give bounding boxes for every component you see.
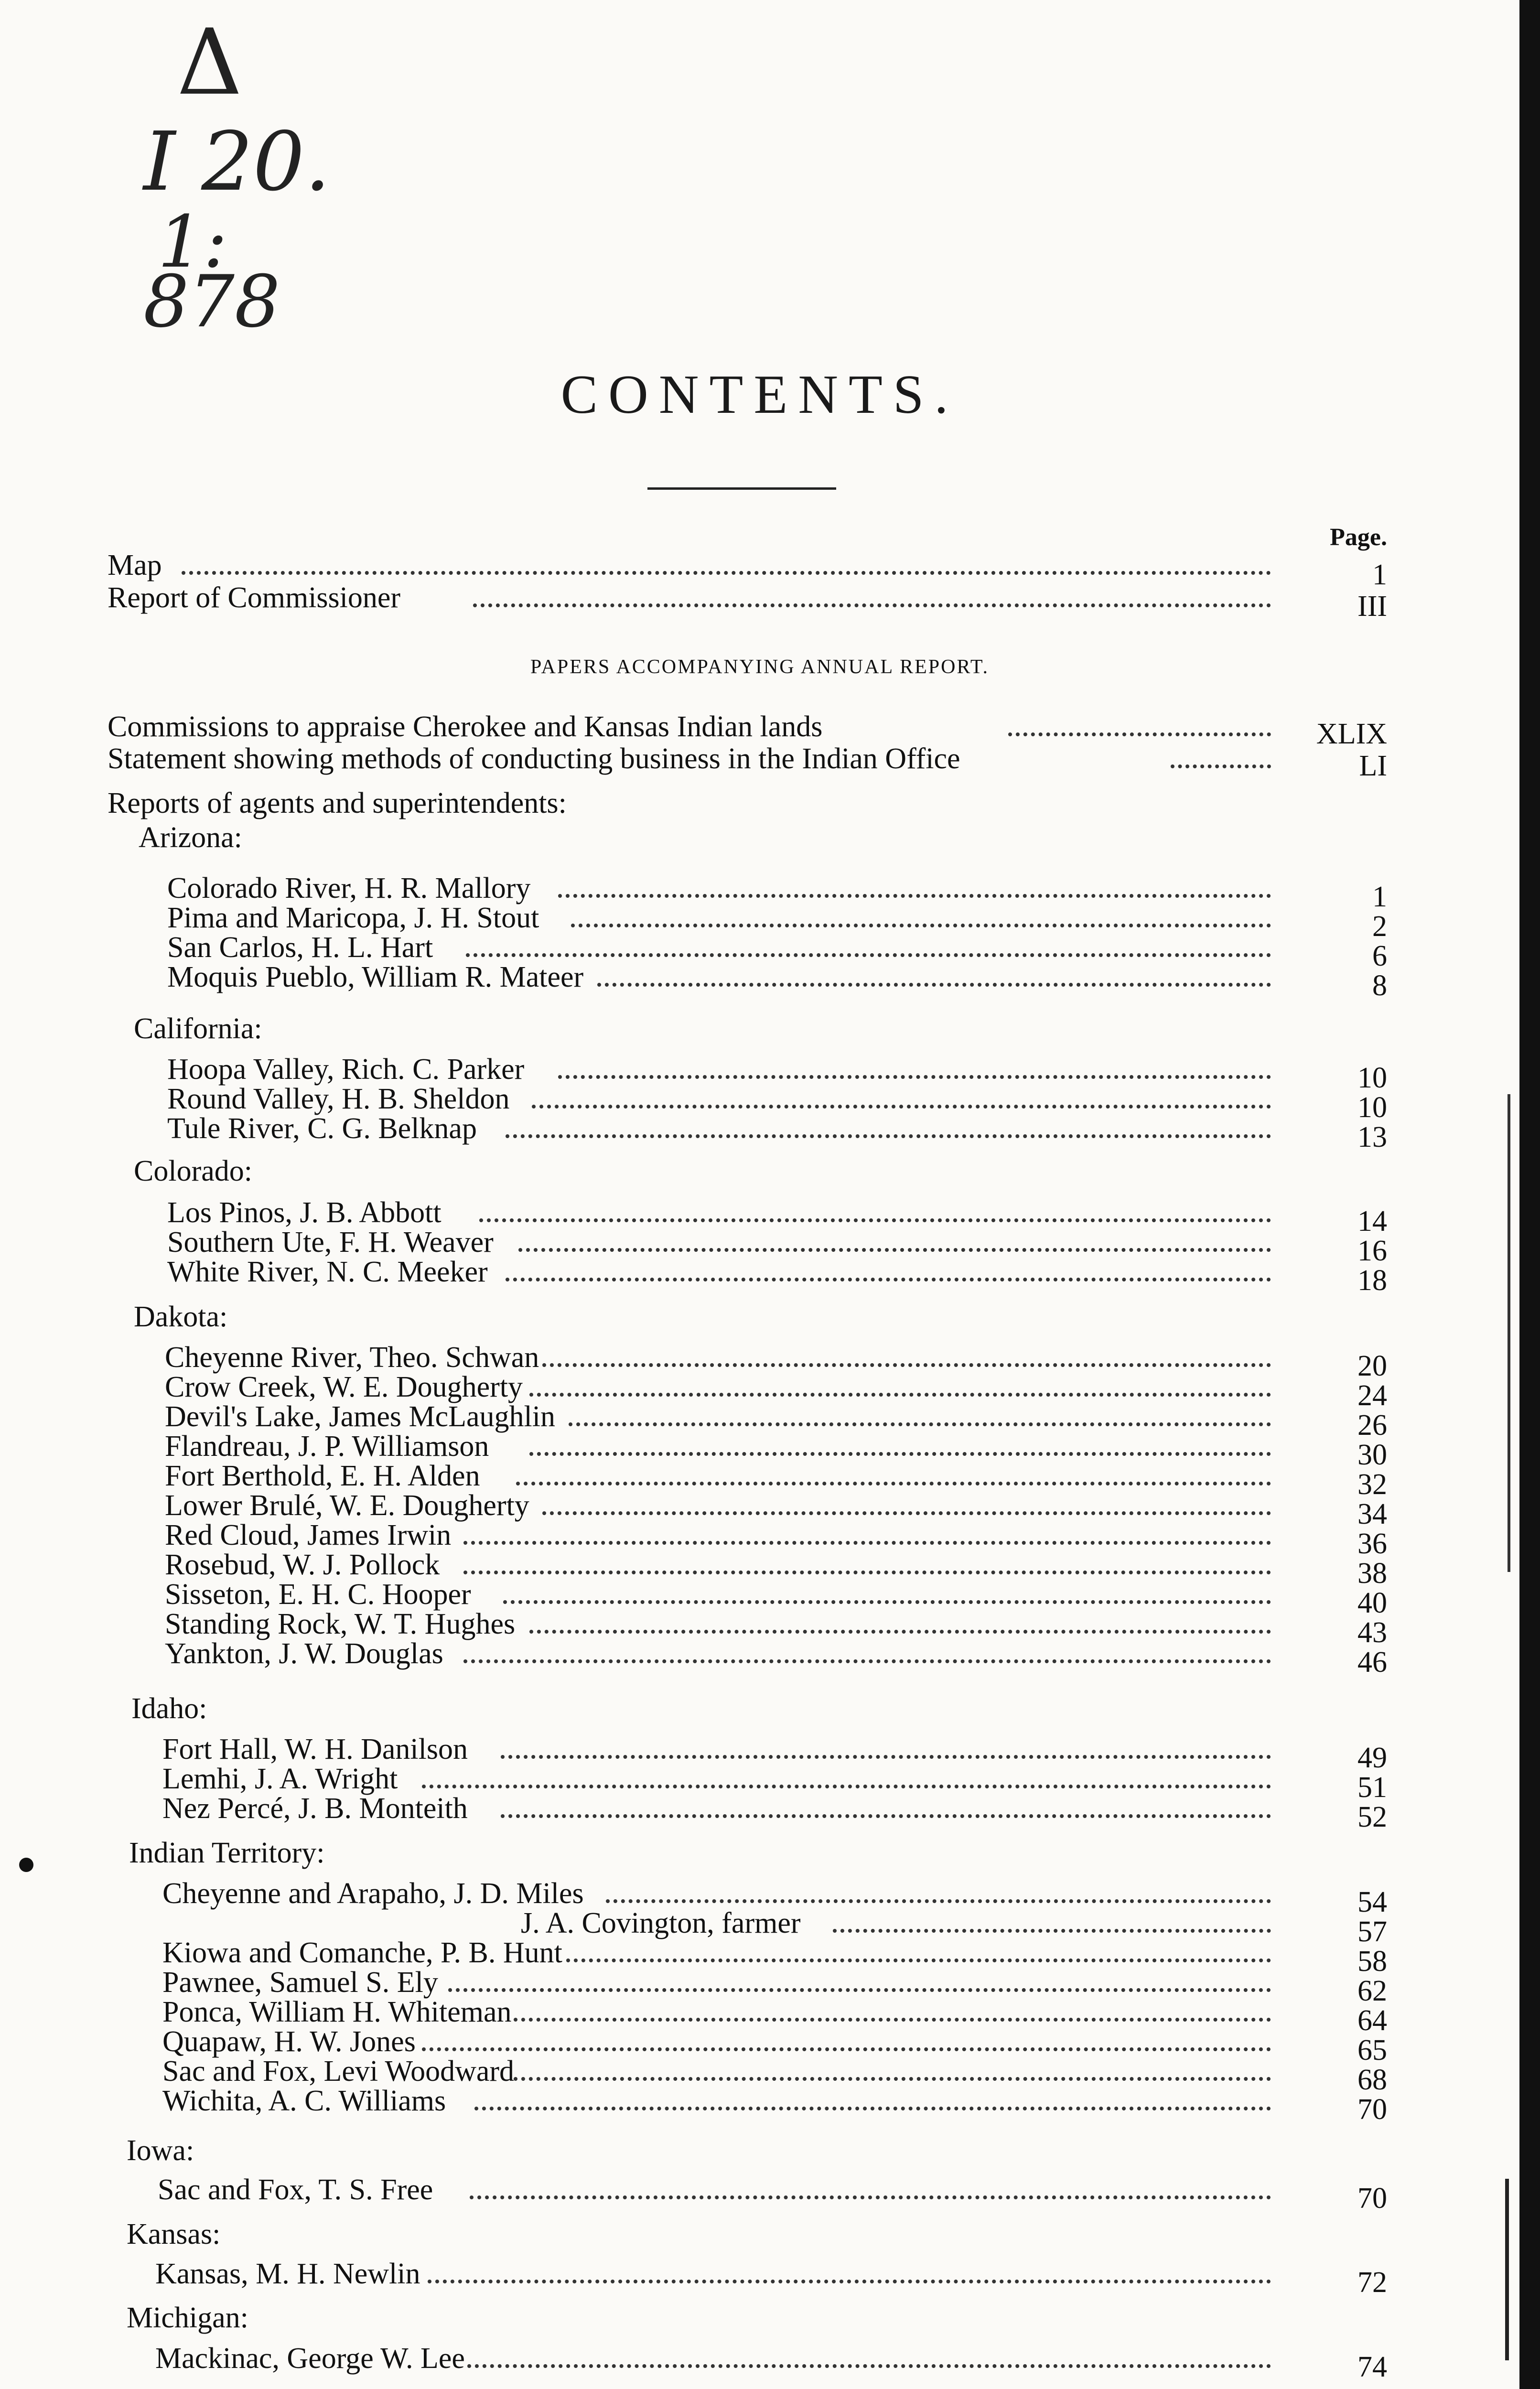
- dot-leader: [448, 1988, 1271, 1992]
- toc-page-number: 20: [1357, 1350, 1387, 1382]
- toc-page-number: 16: [1357, 1235, 1387, 1267]
- dot-leader: [571, 924, 1271, 927]
- toc-page-number: 1: [1372, 559, 1387, 591]
- toc-page-number: 64: [1357, 2004, 1387, 2037]
- stray-mark: [19, 1858, 33, 1872]
- toc-entry-label: Map: [108, 549, 162, 581]
- toc-page-number: III: [1357, 590, 1387, 623]
- toc-page-number: 26: [1357, 1409, 1387, 1442]
- toc-entry-label: Sisseton, E. H. C. Hooper: [165, 1578, 471, 1611]
- toc-page-number: 10: [1357, 1091, 1387, 1124]
- dot-leader: [529, 1393, 1271, 1397]
- section-heading: Reports of agents and superintendents:: [108, 787, 567, 819]
- toc-page-number: 38: [1357, 1557, 1387, 1590]
- toc-entry-label: Lower Brulé, W. E. Dougherty: [165, 1489, 529, 1522]
- page-edge-mark: [1505, 2179, 1509, 2360]
- section-subheading: PAPERS ACCOMPANYING ANNUAL REPORT.: [530, 656, 989, 678]
- toc-page-number: 51: [1357, 1771, 1387, 1804]
- state-heading: Idaho:: [131, 1692, 207, 1725]
- dot-leader: [466, 953, 1271, 957]
- toc-entry-label: Wichita, A. C. Williams: [162, 2085, 446, 2117]
- dot-leader: [463, 1571, 1271, 1574]
- toc-page-number: 6: [1372, 940, 1387, 972]
- toc-entry-label: White River, N. C. Meeker: [167, 1256, 488, 1288]
- toc-entry-label: Pima and Maricopa, J. H. Stout: [167, 902, 539, 934]
- toc-entry-label: Hoopa Valley, Rich. C. Parker: [167, 1053, 525, 1086]
- dot-leader: [542, 1363, 1271, 1367]
- dot-leader: [422, 1785, 1271, 1788]
- toc-page-number: 62: [1357, 1975, 1387, 2007]
- scan-edge: [1519, 0, 1540, 2389]
- dot-leader: [569, 1422, 1271, 1426]
- dot-leader: [501, 1755, 1271, 1759]
- handwritten-note: 1:: [158, 201, 227, 284]
- dot-leader: [566, 1959, 1271, 1962]
- toc-page-number: 8: [1372, 969, 1387, 1002]
- toc-entry-label: Report of Commissioner: [108, 581, 401, 614]
- toc-page-number: LI: [1359, 750, 1387, 782]
- toc-entry-label: Los Pinos, J. B. Abbott: [167, 1196, 442, 1229]
- toc-page-number: 24: [1357, 1379, 1387, 1412]
- dot-leader: [503, 1600, 1271, 1604]
- dot-leader: [182, 571, 1271, 575]
- dot-leader: [606, 1899, 1271, 1903]
- state-heading: Michigan:: [127, 2302, 248, 2334]
- dot-leader: [479, 1218, 1271, 1222]
- toc-entry-label: Kiowa and Comanche, P. B. Hunt: [162, 1937, 562, 1969]
- toc-entry-label: Yankton, J. W. Douglas: [165, 1637, 443, 1670]
- toc-page-number: 30: [1357, 1439, 1387, 1471]
- toc-page-number: 10: [1357, 1062, 1387, 1094]
- toc-page-number: 2: [1372, 910, 1387, 943]
- dot-leader: [474, 2107, 1271, 2110]
- toc-page-number: 46: [1357, 1646, 1387, 1679]
- dot-leader: [467, 2364, 1271, 2368]
- handwritten-note: I 20.: [143, 115, 331, 209]
- toc-entry-label: Fort Hall, W. H. Danilson: [162, 1733, 468, 1765]
- dot-leader: [506, 1134, 1271, 1138]
- state-heading: Indian Territory:: [129, 1837, 325, 1869]
- state-heading: Colorado:: [134, 1155, 252, 1187]
- toc-page-number: 49: [1357, 1742, 1387, 1774]
- toc-page-number: 14: [1357, 1205, 1387, 1238]
- toc-entry-label: Pawnee, Samuel S. Ely: [162, 1966, 438, 1999]
- state-heading: Iowa:: [127, 2134, 194, 2167]
- dot-leader: [529, 1630, 1271, 1634]
- toc-entry-label: San Carlos, H. L. Hart: [167, 931, 433, 964]
- dot-leader: [558, 894, 1271, 898]
- dot-leader: [422, 2047, 1271, 2051]
- toc-page-number: XLIX: [1316, 718, 1387, 750]
- toc-entry-label: Ponca, William H. Whiteman: [162, 1996, 512, 2028]
- toc-page-number: 52: [1357, 1801, 1387, 1833]
- toc-entry-label: J. A. Covington, farmer: [521, 1907, 801, 1939]
- toc-entry-label: Rosebud, W. J. Pollock: [165, 1549, 440, 1581]
- dot-leader: [516, 1482, 1271, 1485]
- toc-entry-label: Standing Rock, W. T. Hughes: [165, 1608, 516, 1640]
- toc-entry-label: Round Valley, H. B. Sheldon: [167, 1083, 510, 1115]
- toc-page-number: 72: [1357, 2266, 1387, 2299]
- toc-page-number: 1: [1372, 881, 1387, 913]
- dot-leader: [529, 1452, 1271, 1456]
- toc-entry-label: Nez Percé, J. B. Monteith: [162, 1792, 468, 1825]
- toc-entry-label: Southern Ute, F. H. Weaver: [167, 1226, 494, 1259]
- toc-page-number: 36: [1357, 1528, 1387, 1560]
- toc-entry-label: Kansas, M. H. Newlin: [155, 2258, 420, 2290]
- toc-page-number: 54: [1357, 1886, 1387, 1918]
- toc-page-number: 43: [1357, 1616, 1387, 1649]
- toc-entry-label: Statement showing methods of conducting business in the Indian Office: [108, 743, 960, 775]
- dot-leader: [428, 2280, 1271, 2283]
- page-edge-mark: [1508, 1094, 1510, 1572]
- dot-leader: [1008, 732, 1271, 736]
- toc-page-number: 40: [1357, 1587, 1387, 1619]
- toc-page-number: 70: [1357, 2093, 1387, 2126]
- dot-leader: [833, 1929, 1271, 1933]
- dot-leader: [463, 1541, 1271, 1545]
- toc-page-number: 34: [1357, 1498, 1387, 1530]
- toc-entry-label: Crow Creek, W. E. Dougherty: [165, 1371, 523, 1403]
- dot-leader: [470, 2195, 1271, 2199]
- handwritten-note: 878: [143, 260, 280, 344]
- page-title: CONTENTS.: [560, 364, 959, 425]
- toc-entry-label: Flandreau, J. P. Williamson: [165, 1430, 489, 1463]
- toc-page-number: 57: [1357, 1916, 1387, 1948]
- dot-leader: [1171, 764, 1271, 768]
- dot-leader: [518, 1248, 1271, 1252]
- state-heading: Kansas:: [127, 2218, 221, 2250]
- dot-leader: [514, 2077, 1271, 2081]
- toc-entry-label: Colorado River, H. R. Mallory: [167, 872, 531, 904]
- toc-entry-label: Cheyenne and Arapaho, J. D. Miles: [162, 1877, 584, 1910]
- toc-page-number: 74: [1357, 2351, 1387, 2383]
- toc-entry-label: Mackinac, George W. Lee: [155, 2342, 465, 2375]
- toc-page-number: 65: [1357, 2034, 1387, 2066]
- toc-page-number: 32: [1357, 1468, 1387, 1501]
- toc-entry-label: Commissions to appraise Cherokee and Kansas Indian lands: [108, 710, 823, 743]
- toc-page-number: 68: [1357, 2064, 1387, 2096]
- handwritten-note: Δ: [177, 10, 243, 115]
- state-heading: California:: [134, 1012, 262, 1045]
- dot-leader: [501, 1814, 1271, 1818]
- dot-leader: [506, 1278, 1271, 1281]
- toc-entry-label: Devil's Lake, James McLaughlin: [165, 1400, 555, 1433]
- toc-entry-label: Fort Berthold, E. H. Alden: [165, 1460, 480, 1492]
- toc-entry-label: Sac and Fox, T. S. Free: [158, 2174, 433, 2206]
- toc-page-number: 70: [1357, 2182, 1387, 2215]
- dot-leader: [542, 1511, 1271, 1515]
- toc-entry-label: Sac and Fox, Levi Woodward: [162, 2055, 515, 2088]
- state-heading: Dakota:: [134, 1301, 228, 1333]
- dot-leader: [532, 1105, 1271, 1108]
- dot-leader: [473, 603, 1271, 607]
- dot-leader: [558, 1075, 1271, 1079]
- toc-page-number: 58: [1357, 1945, 1387, 1978]
- state-heading: Arizona:: [139, 821, 242, 854]
- dot-leader: [463, 1659, 1271, 1663]
- toc-entry-label: Red Cloud, James Irwin: [165, 1519, 452, 1551]
- dot-leader: [514, 2018, 1271, 2022]
- dot-leader: [597, 983, 1271, 987]
- toc-entry-label: Moquis Pueblo, William R. Mateer: [167, 961, 584, 993]
- toc-page-number: 18: [1357, 1264, 1387, 1297]
- toc-entry-label: Lemhi, J. A. Wright: [162, 1763, 398, 1795]
- page-column-heading: Page.: [1330, 524, 1387, 551]
- toc-entry-label: Cheyenne River, Theo. Schwan: [165, 1341, 539, 1374]
- toc-entry-label: Quapaw, H. W. Jones: [162, 2025, 416, 2058]
- toc-entry-label: Tule River, C. G. Belknap: [167, 1112, 477, 1145]
- title-rule: [647, 487, 836, 490]
- toc-page-number: 13: [1357, 1121, 1387, 1153]
